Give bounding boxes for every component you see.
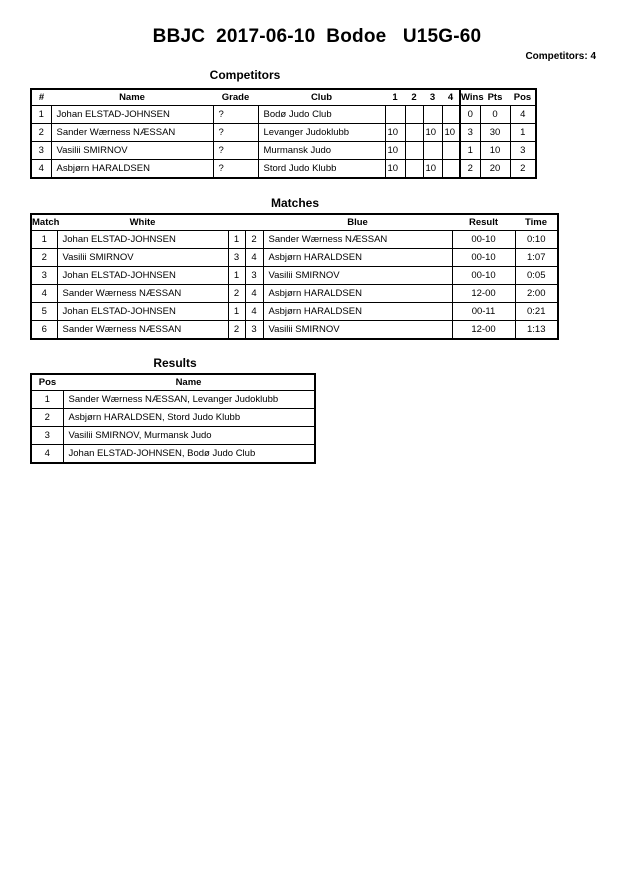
- result-position: 1: [31, 391, 63, 409]
- score-vs-2: [405, 124, 423, 142]
- col-header-3: 3: [423, 89, 442, 106]
- col-header-result: Result: [452, 214, 515, 231]
- match-row: [31, 231, 558, 249]
- blue-competitor: Vasilii SMIRNOV: [263, 321, 452, 340]
- result-position: 2: [31, 409, 63, 427]
- col-header-pos: Pos: [510, 89, 536, 106]
- competitor-name: Vasilii SMIRNOV: [51, 142, 213, 160]
- match-number: 2: [31, 249, 57, 267]
- competitor-wins: 2: [460, 160, 480, 179]
- result-name: Asbjørn HARALDSEN, Stord Judo Klubb: [63, 409, 315, 427]
- col-header-wins: Wins: [460, 89, 480, 106]
- result-name: Vasilii SMIRNOV, Murmansk Judo: [63, 427, 315, 445]
- col-header-name: Name: [51, 89, 213, 106]
- blue-number: 4: [245, 249, 263, 267]
- competitor-points: 10: [480, 142, 510, 160]
- result-position: 3: [31, 427, 63, 445]
- competitor-wins: 1: [460, 142, 480, 160]
- col-header-blue: Blue: [263, 214, 452, 231]
- white-competitor: Johan ELSTAD-JOHNSEN: [57, 303, 228, 321]
- competitor-club: Murmansk Judo: [258, 142, 385, 160]
- competitor-grade: ?: [213, 160, 258, 179]
- match-result: 12-00: [452, 321, 515, 340]
- matches-section-title: Matches: [270, 196, 320, 210]
- results-header-row: [31, 374, 315, 391]
- competitor-grade: ?: [213, 106, 258, 124]
- score-vs-3: [423, 106, 442, 124]
- col-header-time: Time: [515, 214, 558, 231]
- score-vs-2: [405, 142, 423, 160]
- result-row: [31, 445, 315, 464]
- competitor-wins: 3: [460, 124, 480, 142]
- blue-competitor: Vasilii SMIRNOV: [263, 267, 452, 285]
- col-header-4: 4: [442, 89, 460, 106]
- competitor-position: 3: [510, 142, 536, 160]
- col-header-no: #: [31, 89, 51, 106]
- result-row: [31, 391, 315, 409]
- results-table: [30, 373, 316, 464]
- score-vs-3: 10: [423, 124, 442, 142]
- match-time: 0:21: [515, 303, 558, 321]
- match-result: 00-10: [452, 267, 515, 285]
- match-number: 6: [31, 321, 57, 340]
- white-number: 3: [228, 249, 245, 267]
- competitors-section-title: Competitors: [209, 68, 281, 82]
- match-number: 4: [31, 285, 57, 303]
- white-competitor: Vasilii SMIRNOV: [57, 249, 228, 267]
- white-competitor: Sander Wærness NÆSSAN: [57, 321, 228, 340]
- match-time: 0:05: [515, 267, 558, 285]
- competitor-wins: 0: [460, 106, 480, 124]
- competitor-position: 2: [510, 160, 536, 179]
- score-vs-4: [442, 106, 460, 124]
- blue-competitor: Asbjørn HARALDSEN: [263, 285, 452, 303]
- match-time: 1:13: [515, 321, 558, 340]
- white-number: 2: [228, 321, 245, 340]
- blue-competitor: Sander Wærness NÆSSAN: [263, 231, 452, 249]
- score-vs-4: 10: [442, 124, 460, 142]
- white-number: 1: [228, 303, 245, 321]
- match-time: 0:10: [515, 231, 558, 249]
- competitor-position: 1: [510, 124, 536, 142]
- match-result: 00-11: [452, 303, 515, 321]
- matches-table: [30, 213, 559, 340]
- competitor-grade: ?: [213, 124, 258, 142]
- competitor-name: Sander Wærness NÆSSAN: [51, 124, 213, 142]
- score-vs-2: [405, 160, 423, 179]
- col-header-pos: Pos: [31, 374, 63, 391]
- white-competitor: Johan ELSTAD-JOHNSEN: [57, 231, 228, 249]
- match-number: 5: [31, 303, 57, 321]
- col-header-2: 2: [405, 89, 423, 106]
- competitor-number: 1: [31, 106, 51, 124]
- competitor-club: Bodø Judo Club: [258, 106, 385, 124]
- result-row: [31, 427, 315, 445]
- competitor-name: Asbjørn HARALDSEN: [51, 160, 213, 179]
- col-header-name: Name: [63, 374, 315, 391]
- competitor-row: [31, 124, 536, 142]
- blue-number: 4: [245, 303, 263, 321]
- match-row: [31, 267, 558, 285]
- score-vs-3: [423, 142, 442, 160]
- page-title: BBJC 2017-06-10 Bodoe U15G-60: [152, 26, 482, 47]
- competitor-row: [31, 142, 536, 160]
- col-header-white: White: [57, 214, 228, 231]
- col-header-match: Match: [31, 214, 57, 231]
- competitor-position: 4: [510, 106, 536, 124]
- competitor-number: 2: [31, 124, 51, 142]
- score-vs-1: 10: [385, 142, 405, 160]
- score-vs-1: [385, 106, 405, 124]
- col-header-club: Club: [258, 89, 385, 106]
- result-position: 4: [31, 445, 63, 464]
- blue-number: 3: [245, 267, 263, 285]
- competitors-count: Competitors: 4: [525, 51, 596, 62]
- result-name: Sander Wærness NÆSSAN, Levanger Judoklubb: [63, 391, 315, 409]
- result-row: [31, 409, 315, 427]
- competitor-name: Johan ELSTAD-JOHNSEN: [51, 106, 213, 124]
- col-header-1: 1: [385, 89, 405, 106]
- matches-header-row: [31, 214, 558, 231]
- match-result: 12-00: [452, 285, 515, 303]
- competitor-club: Levanger Judoklubb: [258, 124, 385, 142]
- score-vs-1: 10: [385, 124, 405, 142]
- white-competitor: Johan ELSTAD-JOHNSEN: [57, 267, 228, 285]
- result-name: Johan ELSTAD-JOHNSEN, Bodø Judo Club: [63, 445, 315, 464]
- match-number: 1: [31, 231, 57, 249]
- match-number: 3: [31, 267, 57, 285]
- match-time: 2:00: [515, 285, 558, 303]
- match-row: [31, 321, 558, 340]
- competitor-club: Stord Judo Klubb: [258, 160, 385, 179]
- match-result: 00-10: [452, 249, 515, 267]
- score-vs-4: [442, 160, 460, 179]
- blue-competitor: Asbjørn HARALDSEN: [263, 303, 452, 321]
- competitor-grade: ?: [213, 142, 258, 160]
- blue-number: 4: [245, 285, 263, 303]
- competitor-number: 4: [31, 160, 51, 179]
- competitor-number: 3: [31, 142, 51, 160]
- competitor-points: 0: [480, 106, 510, 124]
- white-number: 2: [228, 285, 245, 303]
- competitor-row: [31, 106, 536, 124]
- competitors-table: [30, 88, 537, 179]
- competitors-header-row: [31, 89, 536, 106]
- white-number: 1: [228, 231, 245, 249]
- blue-number: 3: [245, 321, 263, 340]
- match-row: [31, 303, 558, 321]
- match-time: 1:07: [515, 249, 558, 267]
- competitor-points: 30: [480, 124, 510, 142]
- results-section-title: Results: [153, 356, 197, 370]
- col-header-grade: Grade: [213, 89, 258, 106]
- score-vs-4: [442, 142, 460, 160]
- blue-competitor: Asbjørn HARALDSEN: [263, 249, 452, 267]
- white-competitor: Sander Wærness NÆSSAN: [57, 285, 228, 303]
- score-vs-1: 10: [385, 160, 405, 179]
- col-header-pts: Pts: [480, 89, 510, 106]
- competitor-row: [31, 160, 536, 179]
- score-vs-3: 10: [423, 160, 442, 179]
- match-row: [31, 285, 558, 303]
- white-number: 1: [228, 267, 245, 285]
- blue-number: 2: [245, 231, 263, 249]
- match-result: 00-10: [452, 231, 515, 249]
- competitor-points: 20: [480, 160, 510, 179]
- score-vs-2: [405, 106, 423, 124]
- match-row: [31, 249, 558, 267]
